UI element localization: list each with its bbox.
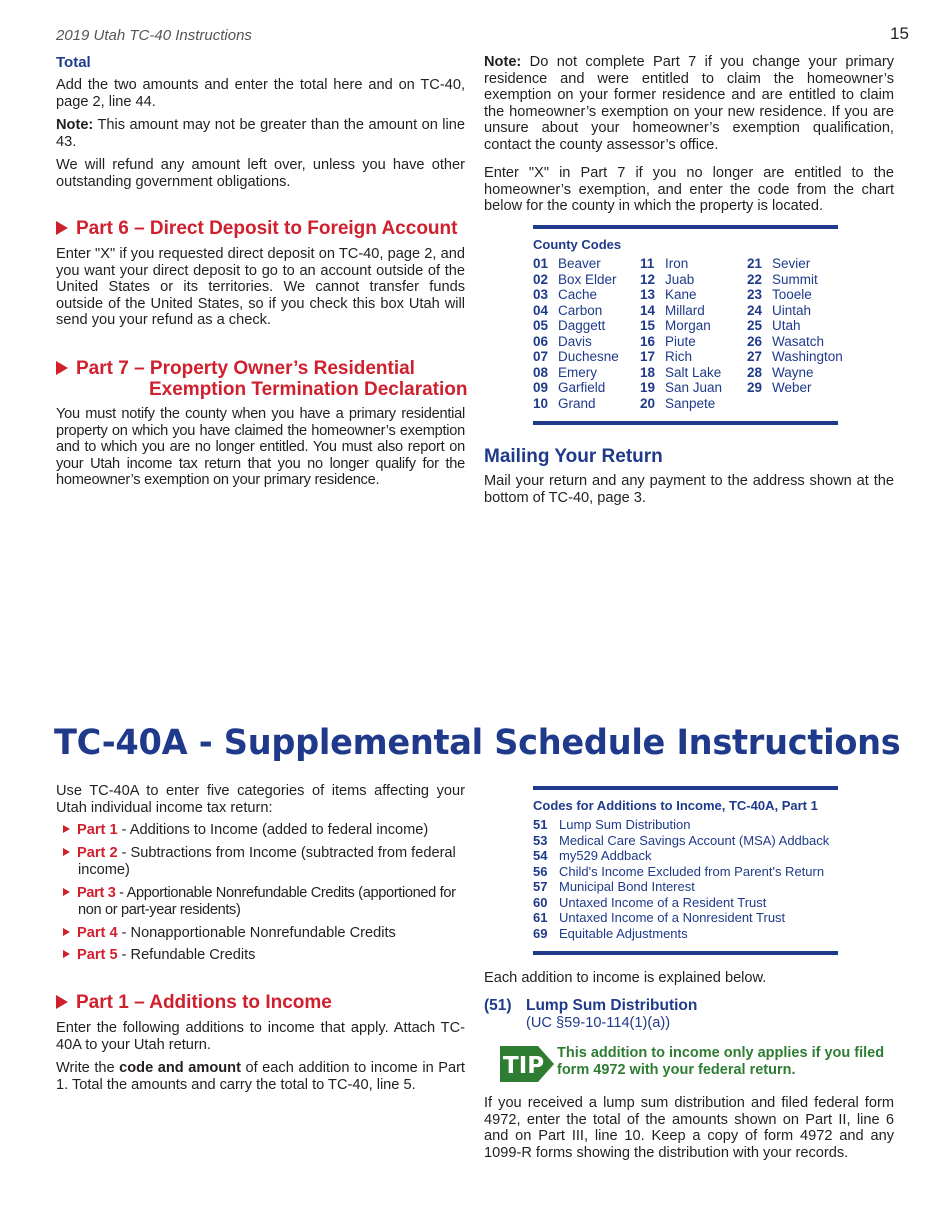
county-name: Wayne xyxy=(772,364,814,380)
county-name: Kane xyxy=(665,287,697,302)
part7-note xyxy=(484,54,894,154)
part-description: - Additions to Income (added to federal income) xyxy=(117,822,429,838)
addition-name: Lump Sum Distribution xyxy=(559,817,691,832)
addition-codes-title: Codes for Additions to Income, TC-40A, Part 1 xyxy=(533,798,818,813)
county-code: 15 xyxy=(640,318,656,333)
county-code: 02 xyxy=(533,271,549,287)
county-name: Juab xyxy=(665,271,695,287)
part-list-item xyxy=(63,822,480,839)
county-name: Summit xyxy=(772,271,818,287)
part7-heading xyxy=(56,358,415,379)
part-list-item xyxy=(63,885,480,918)
addition-name: Medical Care Savings Account (MSA) Addback xyxy=(559,832,830,848)
tip-icon xyxy=(500,1044,556,1084)
county-col-3 xyxy=(747,256,857,396)
county-code-row xyxy=(533,256,643,272)
county-name: Duchesne xyxy=(558,349,619,364)
county-code-row xyxy=(747,287,857,303)
addition-name: Municipal Bond Interest xyxy=(559,879,695,894)
county-code: 12 xyxy=(640,271,656,287)
addition-name: Untaxed Income of a Resident Trust xyxy=(559,894,767,910)
county-code-row xyxy=(533,365,643,381)
county-code-row xyxy=(533,334,643,350)
addition-name: my529 Addback xyxy=(559,848,652,863)
addition-code-row xyxy=(533,910,853,926)
part-description: - Refundable Credits xyxy=(117,947,256,963)
county-code-row xyxy=(640,287,750,303)
addition-name: Child's Income Excluded from Parent's Return xyxy=(559,863,825,879)
divider xyxy=(533,951,838,955)
county-code-row xyxy=(533,287,643,303)
county-code: 08 xyxy=(533,364,549,380)
addition-code: 51 xyxy=(533,817,548,832)
part-label: Part 3 xyxy=(77,885,116,901)
county-code: 13 xyxy=(640,287,656,302)
county-code: 24 xyxy=(747,302,763,318)
total-heading: Total xyxy=(56,54,91,71)
part-label: Part 1 xyxy=(77,822,118,838)
total-paragraph: Add the two amounts and enter the total here and on TC-40, page 2, line 44. xyxy=(56,77,465,110)
part7-instructions: Enter "X" in Part 7 if you no longer are entitled to the homeowner’s exemption, and enter the code from the chart below for the county in which the property is located. xyxy=(484,165,894,215)
triangle-bullet-icon xyxy=(56,361,68,375)
part-list-item xyxy=(63,845,480,878)
part6-heading-text: Part 6 – Direct Deposit to Foreign Account xyxy=(76,218,458,239)
part1-paragraph: Enter the following additions to income that apply. Attach TC-40A to your Utah return. xyxy=(56,1020,465,1053)
county-code: 09 xyxy=(533,380,549,395)
county-code: 14 xyxy=(640,302,656,318)
county-name: Weber xyxy=(772,380,812,395)
divider xyxy=(533,421,838,425)
page-number: 15 xyxy=(890,24,909,43)
county-name: Rich xyxy=(665,349,693,364)
divider xyxy=(533,225,838,229)
county-code: 05 xyxy=(533,318,549,333)
county-code: 26 xyxy=(747,333,763,349)
addition-code: 54 xyxy=(533,848,548,863)
addition-codes-list xyxy=(533,817,853,941)
triangle-bullet-icon xyxy=(56,221,68,235)
addition-code-row xyxy=(533,879,853,895)
county-code-row xyxy=(640,272,750,288)
county-col-1 xyxy=(533,256,643,411)
county-name: Tooele xyxy=(772,287,812,302)
county-name: Salt Lake xyxy=(665,364,722,380)
part1-instructions xyxy=(56,1060,465,1093)
county-col-2 xyxy=(640,256,750,411)
lump-sum-heading: Lump Sum Distribution xyxy=(526,997,698,1014)
county-code: 07 xyxy=(533,349,549,364)
triangle-bullet-icon xyxy=(63,950,70,958)
county-code-row xyxy=(640,380,750,396)
addition-name: Untaxed Income of a Nonresident Trust xyxy=(559,910,786,925)
part6-paragraph: Enter "X" if you requested direct deposit on TC-40, page 2, and you want your direct deposit to go to an account outside of the United States or its territories. We cannot transfer funds outside of the United States, so if you check this box Utah will send you your refund as a check. xyxy=(56,246,465,329)
county-code-row xyxy=(533,303,643,319)
addition-code-row xyxy=(533,926,853,942)
part-description: - Apportionable Nonrefundable Credits (apportioned for non or part-year residents) xyxy=(78,885,456,918)
county-code: 25 xyxy=(747,318,763,333)
county-code: 22 xyxy=(747,271,763,287)
tc40a-intro: Use TC-40A to enter five categories of items affecting your Utah individual income tax return: xyxy=(56,783,465,816)
addition-code-row xyxy=(533,833,853,849)
total-note xyxy=(56,117,465,150)
county-name: Box Elder xyxy=(558,271,617,287)
county-code: 01 xyxy=(533,256,549,271)
mailing-paragraph: Mail your return and any payment to the address shown at the bottom of TC-40, page 3. xyxy=(484,473,894,506)
county-name: Emery xyxy=(558,364,598,380)
county-code-row xyxy=(533,396,643,412)
county-code: 23 xyxy=(747,287,763,302)
county-code-row xyxy=(747,334,857,350)
county-code: 17 xyxy=(640,349,656,364)
note-label: Note: xyxy=(56,117,94,133)
county-code-row xyxy=(747,380,857,396)
county-name: Millard xyxy=(665,302,705,318)
addition-code-row xyxy=(533,817,853,833)
addition-code-row xyxy=(533,895,853,911)
county-name: Iron xyxy=(665,256,689,271)
county-name: Grand xyxy=(558,395,596,411)
addition-code: 57 xyxy=(533,879,548,894)
county-code-row xyxy=(747,318,857,334)
county-code-row xyxy=(533,380,643,396)
county-code-row xyxy=(747,256,857,272)
lump-sum-paragraph: If you received a lump sum distribution and filed federal form 4972, enter the total of the amounts shown on Part II, line 6 and on Part III, line 10. Keep a copy of form 4972 and any 1099-R forms showing the distribution with your records. xyxy=(484,1095,894,1161)
page-title: TC-40A - Supplemental Schedule Instructions xyxy=(54,723,901,763)
county-code: 04 xyxy=(533,302,549,318)
county-name: Daggett xyxy=(558,318,606,333)
county-name: Carbon xyxy=(558,302,603,318)
triangle-bullet-icon xyxy=(63,848,70,856)
triangle-bullet-icon xyxy=(63,825,70,833)
county-code-row xyxy=(533,272,643,288)
county-name: Wasatch xyxy=(772,333,825,349)
triangle-bullet-icon xyxy=(56,995,68,1009)
addition-code: 69 xyxy=(533,925,548,941)
county-name: Garfield xyxy=(558,380,606,395)
county-code-row xyxy=(640,303,750,319)
explained-text: Each addition to income is explained below. xyxy=(484,970,767,986)
part6-heading xyxy=(56,218,457,239)
triangle-bullet-icon xyxy=(63,928,70,936)
county-code-row xyxy=(640,349,750,365)
county-code-row xyxy=(640,365,750,381)
note-text: This amount may not be greater than the amount on line 43. xyxy=(56,117,465,150)
county-code-row xyxy=(640,256,750,272)
mailing-heading: Mailing Your Return xyxy=(484,446,663,467)
addition-code-row xyxy=(533,864,853,880)
county-name: Beaver xyxy=(558,256,601,271)
county-name: San Juan xyxy=(665,380,723,395)
part-label: Part 5 xyxy=(77,947,118,963)
part7-heading-line1: Part 7 – Property Owner’s Residential xyxy=(76,358,415,379)
county-name: Piute xyxy=(665,333,696,349)
county-code-row xyxy=(533,349,643,365)
tip-text: This addition to income only applies if you filed form 4972 with your federal return. xyxy=(557,1045,885,1078)
county-code: 29 xyxy=(747,380,763,395)
county-name: Sevier xyxy=(772,256,811,271)
county-code: 16 xyxy=(640,333,656,349)
part-description: - Subtractions from Income (subtracted from federal income) xyxy=(78,845,456,878)
part7-paragraph: You must notify the county when you have a primary residential property on which you have claimed the homeowner’s exemption and to which you are no longer entitled. You must also report on your Utah income tax return that you no longer qualify for the homeowner’s exemption on your primary residence. xyxy=(56,406,465,489)
county-code: 03 xyxy=(533,287,549,302)
county-name: Washington xyxy=(772,349,843,364)
county-code-row xyxy=(747,303,857,319)
refund-paragraph: We will refund any amount left over, unless you have other outstanding government obligations. xyxy=(56,157,465,190)
county-code-row xyxy=(747,365,857,381)
part-description: - Nonapportionable Nonrefundable Credits xyxy=(117,925,396,941)
tip-label: TIP xyxy=(503,1053,545,1079)
county-code-row xyxy=(640,334,750,350)
county-code: 06 xyxy=(533,333,549,349)
county-name: Utah xyxy=(772,318,801,333)
part-label: Part 2 xyxy=(77,845,118,861)
addition-code-row xyxy=(533,848,853,864)
addition-code: 56 xyxy=(533,863,548,879)
part1-heading-text: Part 1 – Additions to Income xyxy=(76,992,332,1013)
triangle-bullet-icon xyxy=(63,888,70,896)
county-code-row xyxy=(533,318,643,334)
part-label: Part 4 xyxy=(77,925,118,941)
addition-code: 60 xyxy=(533,894,548,910)
addition-code: 53 xyxy=(533,832,548,848)
text: of each addition to income in Part 1. Total the amounts and carry the total to TC-40, line 5. xyxy=(56,1060,465,1093)
county-name: Uintah xyxy=(772,302,812,318)
lump-sum-code: (51) xyxy=(484,997,512,1014)
county-code: 19 xyxy=(640,380,656,395)
note-label: Note: xyxy=(484,54,522,70)
county-code-row xyxy=(640,396,750,412)
county-code: 28 xyxy=(747,364,763,380)
county-code: 20 xyxy=(640,395,656,411)
county-code-row xyxy=(640,318,750,334)
document-header: 2019 Utah TC-40 Instructions xyxy=(56,27,252,44)
county-code-row xyxy=(747,349,857,365)
text: Write the xyxy=(56,1060,120,1076)
part-list-item xyxy=(63,947,480,964)
county-name: Sanpete xyxy=(665,395,716,411)
addition-name: Equitable Adjustments xyxy=(559,925,688,941)
emphasis: code and amount xyxy=(119,1060,241,1076)
county-code: 10 xyxy=(533,395,549,411)
county-name: Morgan xyxy=(665,318,711,333)
part-list-item xyxy=(63,925,480,942)
county-code: 11 xyxy=(640,256,655,271)
county-code: 21 xyxy=(747,256,763,271)
note-text: Do not complete Part 7 if you change your primary residence and were entitled to claim the homeowner’s exemption on your former residence and are entitled to claim the homeowner’s exemption on your new residence. If you are unsure about your homeowner’s exemption qualification, contact the county assessor’s office. xyxy=(484,54,894,153)
addition-code: 61 xyxy=(533,910,548,925)
part7-heading-line2: Exemption Termination Declaration xyxy=(149,379,468,400)
county-codes-title: County Codes xyxy=(533,237,622,252)
county-code: 27 xyxy=(747,349,763,364)
county-name: Davis xyxy=(558,333,592,349)
county-code: 18 xyxy=(640,364,656,380)
lump-sum-citation: (UC §59-10-114(1)(a)) xyxy=(526,1015,671,1031)
county-name: Cache xyxy=(558,287,598,302)
part1-heading xyxy=(56,992,332,1013)
divider xyxy=(533,786,838,790)
county-code-row xyxy=(747,272,857,288)
